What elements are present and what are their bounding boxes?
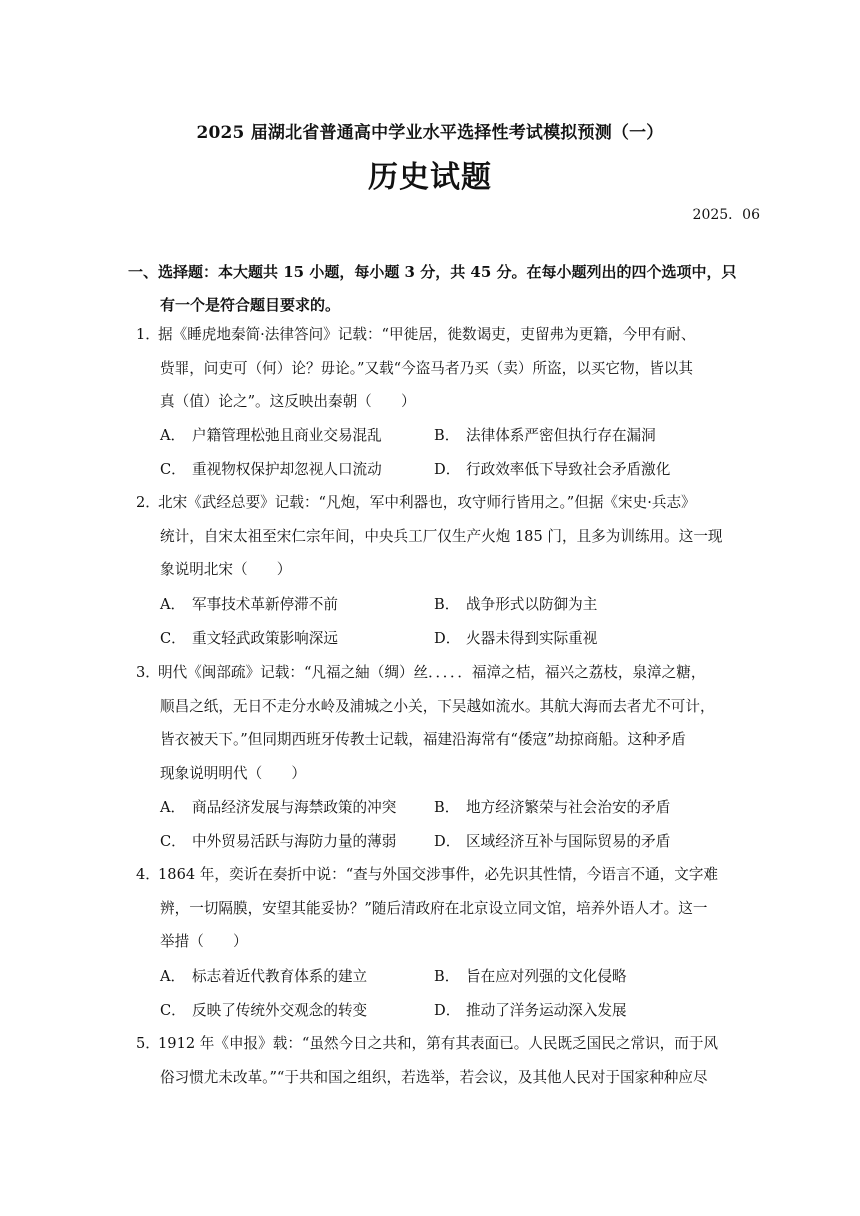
option-a[interactable]: A． 标志着近代教育体系的建立: [160, 968, 368, 985]
question-line: 赀罪，问吏可（何）论？毋论。”又载“今盗马者乃买（卖）所盗，以买它物，皆以其: [160, 359, 693, 377]
option-c[interactable]: C． 中外贸易活跃与海防力量的薄弱: [160, 832, 397, 850]
question-1: [136, 318, 736, 419]
exam-title: 历史试题: [368, 160, 492, 195]
exam-date: 2025．06: [692, 207, 760, 223]
question-number: 4．: [136, 866, 160, 883]
question-line: 举措（ ）: [160, 933, 248, 950]
question-4-options: [160, 960, 730, 1027]
question-line: 统计，自宋太祖至宋仁宗年间，中央兵工厂仅生产火炮 185 门，且多为训练用。这一现: [160, 527, 723, 545]
question-2: [136, 486, 736, 587]
question-line: 明代《闽部疏》记载：“凡福之紬（绸）丝．．．．．福漳之桔，福兴之荔枝，泉漳之糖，: [158, 664, 706, 681]
exam-subtitle: 2025 届湖北省普通高中学业水平选择性考试模拟预测（一）: [196, 123, 664, 143]
question-line: 象说明北宋（ ）: [160, 561, 292, 578]
option-a[interactable]: A． 户籍管理松弛且商业交易混乱: [160, 427, 382, 444]
question-line: 现象说明明代（ ）: [160, 764, 306, 782]
question-number: 2．: [136, 494, 160, 511]
question-line: 顺昌之纸，无日不走分水岭及浦城之小关，下吴越如流水。其航大海而去者尤不可计，: [160, 697, 715, 715]
section-heading: [128, 256, 738, 322]
question-line: 皆衣被天下。”但同期西班牙传教士记载，福建沿海常有“倭寇”劫掠商船。这种矛盾: [160, 731, 686, 748]
option-a[interactable]: A． 军事技术革新停滞不前: [160, 596, 338, 613]
option-c[interactable]: C． 反映了传统外交观念的转变: [160, 1001, 368, 1019]
option-b[interactable]: B． 地方经济繁荣与社会治安的矛盾: [434, 799, 671, 816]
question-3-options: [160, 791, 730, 858]
option-d[interactable]: D． 行政效率低下导致社会矛盾激化: [434, 460, 671, 478]
question-line: 辨，一切隔膜，安望其能妥协？”随后清政府在北京设立同文馆，培养外语人才。这一: [160, 899, 708, 917]
question-line: 俗习惯尤未改革。”“于共和国之组织，若选举，若会议，及其他人民对于国家种种应尽: [160, 1068, 708, 1086]
question-4: [136, 858, 736, 959]
option-d[interactable]: D． 区域经济互补与国际贸易的矛盾: [434, 832, 671, 850]
question-1-options: [160, 419, 730, 486]
question-number: 3．: [136, 664, 160, 681]
question-number: 1．: [136, 326, 160, 343]
question-line: 1864 年，奕䜣在奏折中说：“查与外国交涉事件，必先识其性情，今语言不通，文字难: [158, 866, 719, 883]
option-c[interactable]: C． 重视物权保护却忽视人口流动: [160, 460, 382, 478]
option-d[interactable]: D． 火器未得到实际重视: [434, 629, 598, 647]
option-b[interactable]: B． 战争形式以防御为主: [434, 596, 598, 613]
question-line: 真（值）论之”。这反映出秦朝（ ）: [160, 393, 416, 410]
option-b[interactable]: B． 旨在应对列强的文化侵略: [434, 968, 627, 985]
question-line: 1912 年《申报》载：“虽然今日之共和，第有其表面已。人民既乏国民之常识，而于风: [158, 1035, 719, 1052]
option-d[interactable]: D． 推动了洋务运动深入发展: [434, 1001, 627, 1019]
question-5: [136, 1027, 736, 1094]
question-number: 5．: [136, 1035, 160, 1052]
section-heading-line2: 有一个是符合题目要求的。: [160, 296, 341, 314]
question-line: 据《睡虎地秦简·法律答问》记载：“甲徙居，徙数谒吏，吏留弗为更籍，今甲有耐、: [158, 326, 696, 343]
question-2-options: [160, 588, 730, 655]
section-heading-line1: 一、选择题：本大题共 15 小题，每小题 3 分，共 45 分。在每小题列出的四个选项中，只: [128, 263, 737, 281]
option-b[interactable]: B． 法律体系严密但执行存在漏洞: [434, 427, 656, 444]
question-3: [136, 656, 736, 790]
question-line: 北宋《武经总要》记载：“凡炮，军中利器也，攻守师行皆用之。”但据《宋史·兵志》: [158, 494, 696, 511]
option-a[interactable]: A． 商品经济发展与海禁政策的冲突: [160, 799, 397, 816]
option-c[interactable]: C． 重文轻武政策影响深远: [160, 629, 338, 647]
